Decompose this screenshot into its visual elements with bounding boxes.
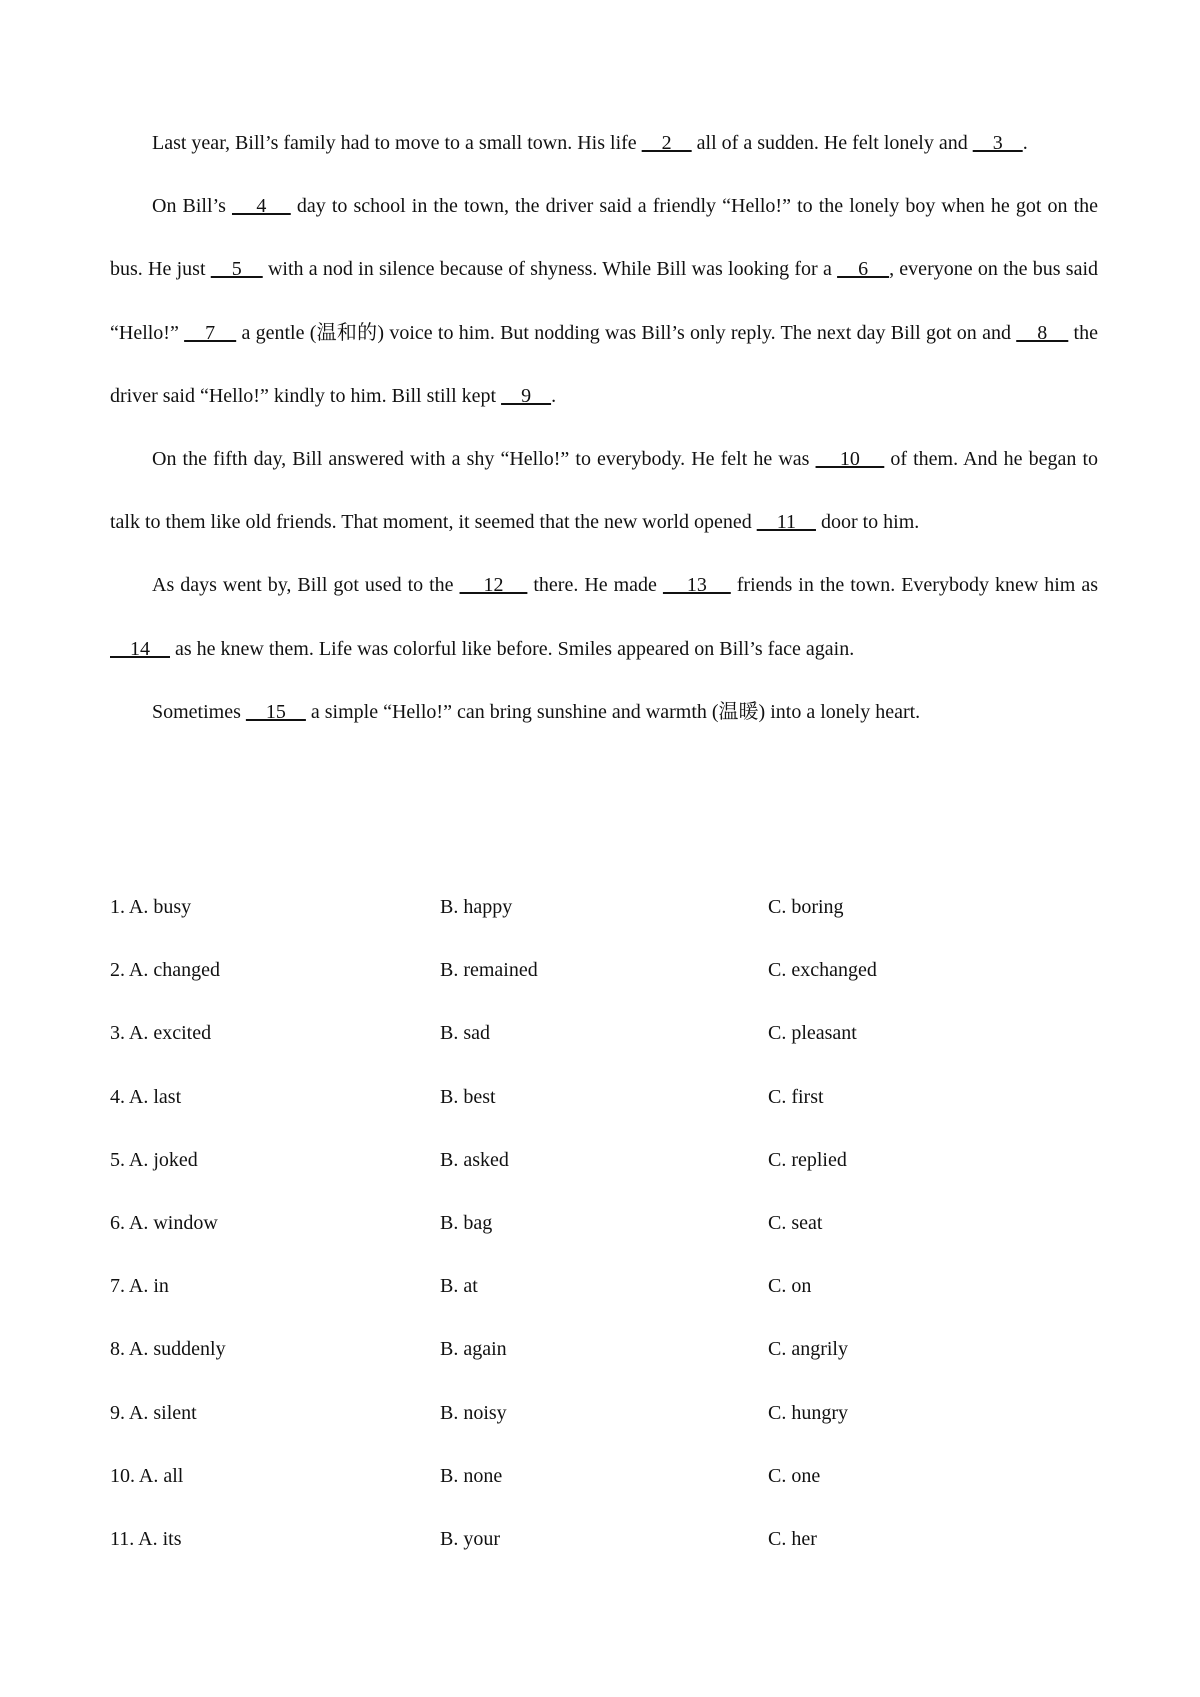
passage-text: as he knew them. Life was colorful like before. Smiles appeared on Bill’s face again. [170,637,855,660]
option-text: A. in [128,1275,169,1298]
option-text: A. joked [128,1148,198,1171]
passage-text: of them. And he began to talk to them like old friends. That moment, it seemed that the new world opened [110,448,1098,534]
option-c: C. one [768,1464,821,1487]
question-number: 5. [110,1148,125,1171]
answer-options [110,876,1098,1571]
question-number: 2. [110,959,125,982]
option-c: C. replied [768,1148,847,1171]
option-b: B. again [440,1338,507,1361]
option-a [110,1002,211,1065]
blank-3: 3 [972,132,1023,154]
blank-10: 10 [815,448,885,471]
option-c: C. hungry [768,1401,848,1424]
blank-2: 2 [641,132,692,154]
blank-12: 12 [459,574,528,597]
passage-paragraph [110,175,1098,428]
passage-text: On Bill’s [152,195,232,218]
passage-text: friends in the town. Everybody knew him as [730,574,1099,597]
option-b: B. sad [440,1022,490,1045]
option-b: B. remained [440,959,538,982]
passage-paragraph [110,428,1098,554]
option-c: C. on [768,1275,812,1298]
option-b: B. best [440,1085,496,1108]
question-number: 9. [110,1401,125,1424]
passage-text: door to him. [815,511,920,534]
blank-4: 4 [231,195,291,218]
passage-text: . [551,384,557,407]
option-text: A. silent [128,1401,197,1424]
passage-text: Sometimes [152,700,246,723]
cloze-passage [110,112,1098,744]
passage-text: On the fifth day, Bill answered with a shy “Hello!” to everybody. He felt he was [152,448,816,471]
passage-paragraph [110,112,1098,175]
option-row-2 [110,939,1098,1002]
passage-paragraph [110,554,1098,680]
option-row-9 [110,1382,1098,1445]
option-text: A. its [138,1527,182,1550]
blank-7: 7 [184,321,237,344]
option-c: C. pleasant [768,1022,857,1045]
passage-text: Last year, Bill’s family had to move to a small town. His life [152,132,642,154]
option-row-10 [110,1445,1098,1508]
question-number: 1. [110,896,125,918]
option-row-3 [110,1002,1098,1065]
option-row-6 [110,1192,1098,1255]
option-a [110,1192,218,1255]
option-text: A. last [128,1085,182,1108]
option-row-5 [110,1129,1098,1192]
question-number: 3. [110,1022,125,1045]
option-c: C. boring [768,896,844,918]
option-b: B. happy [440,896,513,918]
option-a [110,1066,181,1129]
option-text: A. busy [128,896,192,918]
option-c: C. seat [768,1211,823,1234]
passage-text: there. He made [527,574,663,597]
option-a [110,939,220,1002]
option-b: B. none [440,1464,503,1487]
option-a [110,1445,183,1508]
passage-text: a simple “Hello!” can bring sunshine and warmth (温暖) into a lonely heart. [305,700,921,723]
option-b: B. your [440,1527,500,1550]
option-row-7 [110,1255,1098,1318]
passage-text: a gentle (温和的) voice to him. But nodding was Bill’s only reply. The next day Bill got on and [236,321,1017,344]
option-b: B. noisy [440,1401,507,1424]
option-text: A. excited [128,1022,212,1045]
blank-8: 8 [1016,321,1069,344]
blank-15: 15 [245,700,306,723]
passage-text: all of a sudden. He felt lonely and [691,132,973,154]
option-row-11 [110,1508,1098,1571]
option-a [110,1129,198,1192]
option-b: B. asked [440,1148,509,1171]
question-number: 7. [110,1275,125,1298]
option-c: C. first [768,1085,824,1108]
blank-11: 11 [756,511,816,534]
option-c: C. angrily [768,1338,848,1361]
option-row-4 [110,1066,1098,1129]
option-text: A. all [138,1464,184,1487]
blank-5: 5 [210,258,263,281]
passage-paragraph [110,681,1098,744]
option-text: A. window [128,1211,218,1234]
question-number: 4. [110,1085,125,1108]
option-b: B. at [440,1275,478,1298]
question-number: 11. [110,1527,135,1550]
passage-text: day to school in the town, the driver said a friendly “Hello!” to the lonely boy when he got on the bus. He just [110,195,1098,281]
passage-text: As days went by, Bill got used to the [152,574,460,597]
option-a [110,876,191,939]
option-c: C. her [768,1527,817,1550]
question-number: 6. [110,1211,125,1234]
passage-text: , everyone on the bus said “Hello!” [110,258,1099,344]
passage-text: the driver said “Hello!” kindly to him. Bill still kept [110,321,1098,407]
option-c: C. exchanged [768,959,877,982]
passage-text: with a nod in silence because of shyness. While Bill was looking for a [262,258,838,281]
option-row-8 [110,1318,1098,1381]
option-a [110,1508,182,1571]
option-text: A. changed [128,959,220,982]
blank-9: 9 [501,384,552,407]
blank-13: 13 [662,574,731,597]
passage-text: . [1022,132,1028,154]
option-text: A. suddenly [128,1338,226,1361]
question-number: 8. [110,1338,125,1361]
option-a [110,1318,226,1381]
blank-14: 14 [110,637,170,660]
option-a [110,1382,197,1445]
question-number: 10. [110,1464,135,1487]
option-row-1 [110,876,1098,939]
option-a [110,1255,169,1318]
option-b: B. bag [440,1211,493,1234]
blank-6: 6 [837,258,890,281]
